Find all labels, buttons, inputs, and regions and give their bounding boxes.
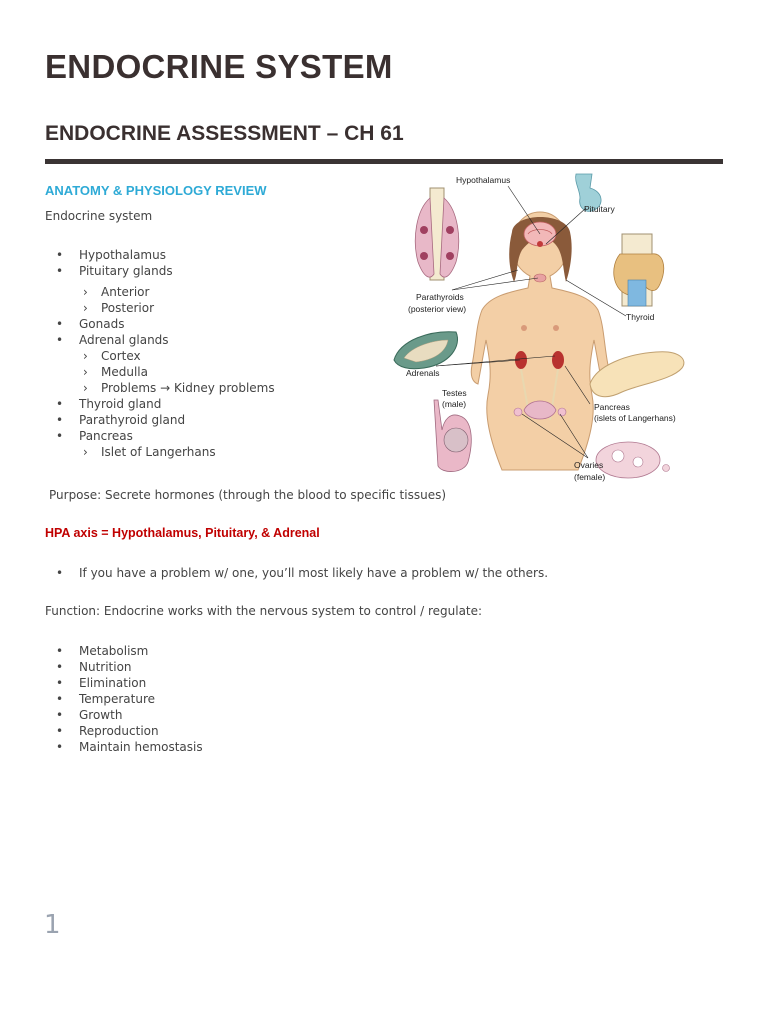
list-item: › Posterior — [45, 300, 275, 316]
list-item: • Pancreas — [45, 428, 275, 444]
list-item: • Elimination — [45, 675, 203, 691]
list-item: • Thyroid gland — [45, 396, 275, 412]
purpose-text: Purpose: Secrete hormones (through the blood to specific tissues) — [49, 488, 447, 502]
page-number: 1 — [44, 910, 61, 940]
label-hypothalamus: Hypothalamus — [456, 175, 511, 185]
list-item: › Islet of Langerhans — [45, 444, 275, 460]
list-item: • Gonads — [45, 316, 275, 332]
label-pituitary: Pituitary — [584, 204, 615, 214]
hpa-axis-text: HPA axis = Hypothalamus, Pituitary, & Adrenal — [45, 526, 320, 540]
list-item: › Problems → Kidney problems — [45, 380, 275, 396]
label-thyroid: Thyroid — [626, 312, 655, 322]
list-item: › Cortex — [45, 348, 275, 364]
label-testes-sub: (male) — [442, 399, 467, 409]
chapter-subtitle: ENDOCRINE ASSESSMENT – CH 61 — [45, 122, 404, 145]
hpa-note-list — [45, 565, 548, 581]
label-testes: Testes — [442, 388, 467, 398]
thyroid-illustration — [614, 234, 664, 306]
list-item: • Parathyroid gland — [45, 412, 275, 428]
endocrine-anatomy-figure — [390, 170, 690, 484]
label-ovaries-sub: (female) — [574, 472, 606, 482]
intro-text: Endocrine system — [45, 209, 153, 223]
label-parathyroids-view: (posterior view) — [408, 304, 467, 314]
list-item: • Maintain hemostasis — [45, 739, 203, 755]
section-heading: ANATOMY & PHYSIOLOGY REVIEW — [45, 183, 267, 198]
page-title: ENDOCRINE SYSTEM — [45, 48, 393, 85]
list-item: • If you have a problem w/ one, you’ll most likely have a problem w/ the others. — [45, 565, 548, 581]
list-item: • Temperature — [45, 691, 203, 707]
list-item: • Adrenal glands — [45, 332, 275, 348]
label-pancreas: Pancreas — [594, 402, 630, 412]
female-body-illustration — [471, 212, 609, 470]
list-item: • Pituitary glands — [45, 263, 173, 279]
function-text: Function: Endocrine works with the nervous system to control / regulate: — [45, 604, 483, 618]
list-item: › Anterior — [45, 284, 275, 300]
adrenal-illustration — [394, 332, 458, 369]
label-adrenals: Adrenals — [406, 368, 440, 378]
function-list — [45, 643, 203, 755]
label-parathyroids: Parathyroids — [416, 292, 464, 302]
list-item: • Nutrition — [45, 659, 203, 675]
list-item: • Metabolism — [45, 643, 203, 659]
gland-list-b — [45, 284, 275, 460]
list-item: › Medulla — [45, 364, 275, 380]
list-item: • Hypothalamus — [45, 247, 173, 263]
label-pancreas-sub: (islets of Langerhans) — [594, 413, 676, 423]
list-item: • Reproduction — [45, 723, 203, 739]
testes-illustration — [434, 400, 471, 472]
gland-list-a — [45, 247, 173, 279]
parathyroid-illustration — [415, 188, 458, 280]
label-ovaries: Ovaries — [574, 460, 604, 470]
ovary-illustration — [596, 442, 670, 478]
list-item: • Growth — [45, 707, 203, 723]
heading-divider — [45, 159, 723, 164]
